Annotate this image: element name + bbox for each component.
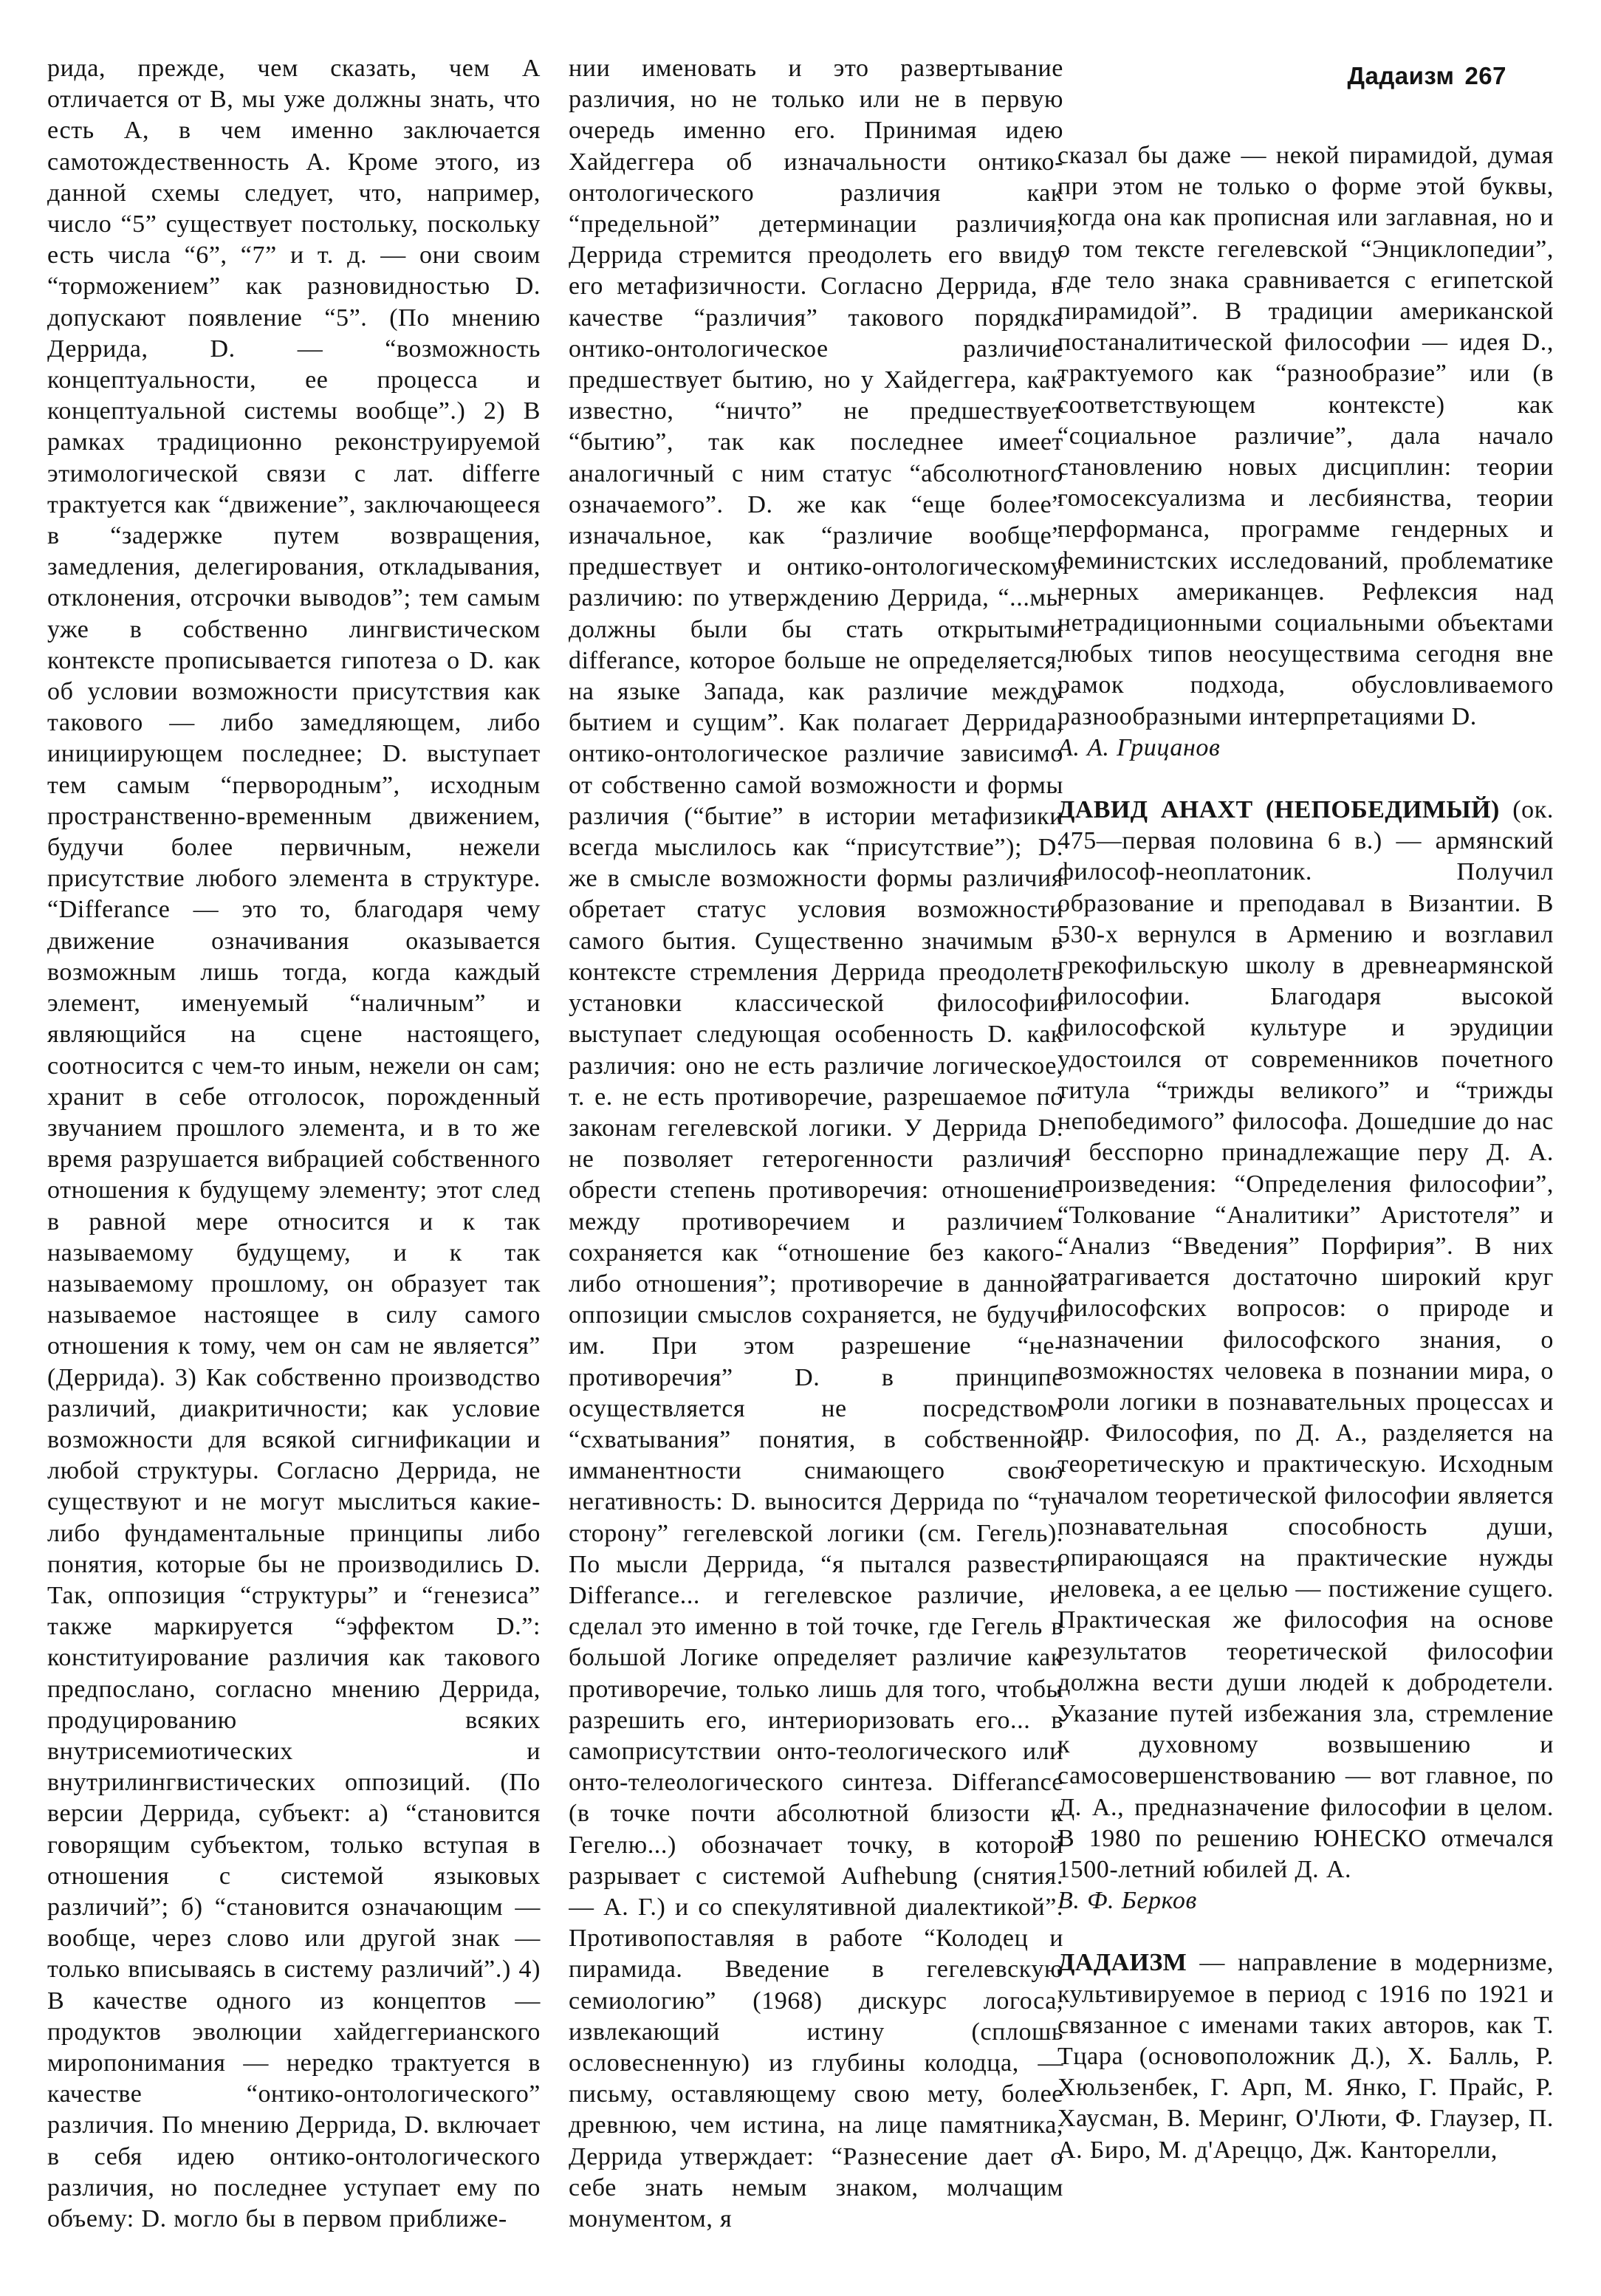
text-column-3 <box>1057 140 1554 2267</box>
entry-dada-title: ДАДАИЗМ <box>1057 1949 1187 1977</box>
page-number: 267 <box>1464 62 1506 89</box>
text-column-1 <box>47 53 541 2269</box>
running-header <box>1347 62 1506 90</box>
text-column-2 <box>569 53 1063 2269</box>
entry-dadaism <box>1057 1947 1554 2165</box>
entry-david-body: (ок. 475—первая половина 6 в.) — армянский философ-неоплатоник. Получил образование и преподавал в Византии. В 530-х вернулся в Армению и возглавил грекофильскую школу в древнеармянской философии. Благодаря высокой философской культуре и эрудиции удостоился от современников почетного титула “трижды великого” и “трижды непобедимого” философа. Дошедшие до нас и бесспорно принадлежащие перу Д. А. произведения: “Определения философии”, “Толкование “Аналитики” Аристотеля” и “Анализ “Введения” Порфирия”. В них затрагивается достаточно широкий круг философских вопросов: о природе и назначении философского знания, о возможностях человека в познании мира, о роли логики в познавательных процессах и др. Философия, по Д. А., разделяется на теоретическую и практическую. Исходным началом теоретической философии является познавательная способность души, опирающаяся на практические нужды человека, а ее целью — постижение сущего. Практическая же философия на основе результатов теоретической философии должна вести души людей к добродетели. Указание путей избежания зла, стремление к духовному возвышению и самосовершенствованию — вот главное, по Д. А., предназначение философии в целом. В 1980 по решению ЮНЕСКО отмечался 1500-летний юбилей Д. А. <box>1057 796 1554 1883</box>
running-head-title: Дадаизм <box>1347 62 1455 89</box>
entry-dada-body: — направление в модернизме, культивируемое в период с 1916 по 1921 и связанное с именами таких авторов, как Т. Тцара (основоположник Д.), Х. Балль, Р. Хюльзенбек, Г. Арп, М. Янко, Г. Прайс, Р. Хаусман, В. Меринг, О'Люти, Ф. Глаузер, П. А. Биро, М. д'Ареццо, Дж. Канторелли, <box>1057 1949 1554 2164</box>
author-signature-berkov: В. Ф. Берков <box>1057 1887 1197 1915</box>
column-2-text: нии именовать и это развертывание различия, но не только или не в первую очередь именно его. Принимая идею Хайдеггера об изначальности онтико-онтологического различия как “предельной” детерминации различия, Деррида стремится преодолеть его ввиду его метафизичности. Согласно Деррида, в качестве “различия” такового порядка онтико-онтологическое различие предшествует бытию, но у Хайдеггера, как известно, “ничто” не предшествует “бытию”, так как последнее имеет аналогичный с ним статус “абсолютного означаемого”. D. же как “еще более” изначальное, как “различие вообще” предшествует и онтико-онтологическому различию: по утверждению Деррида, “...мы должны были бы стать открытыми differance, которое больше не определяется, на языке Запада, как различие между бытием и сущим”. Как полагает Деррида, онтико-онтологическое различие зависимо от собственно самой возможности и формы различия (“бытие” в истории метафизики всегда мыслилось как “присутствие”); D. же в смысле возможности формы различия обретает статус условия возможности самого бытия. Существенно значимым в контексте стремления Деррида преодолеть установки классической философии выступает следующая особенность D. как различия: оно не есть различие логическое, т. е. не есть противоречие, разрешаемое по законам гегелевской логики. У Деррида D. не позволяет гетерогенности различия обрести степень противоречия: отношение между противоречием и различием сохраняется как “отношение без какого-либо отношения”; противоречие в данной оппозиции смыслов сохраняется, не будучи им. При этом разрешение “не-противоречия” D. в принципе осуществляется не посредством “схватывания” понятия, в собственной имманентности снимающего свою негативность: D. выносится Деррида по “ту сторону” гегелевской логики (см. Гегель). По мысли Деррида, “я пытался развести Differance... и гегелевское различие, и сделал это именно в той точке, где Гегель в большой Логике определяет различие как противоречие, только лишь для того, чтобы разрешить его, интериоризовать его... в самоприсутствии онто-теологического или онто-телеологического синтеза. Differance (в точке почти абсолютной близости к Гегелю...) обозначает точку, в которой разрывает с системой Aufhebung (снятия. — А. Г.) и со спекулятивной диалектикой”. Противопоставляя в работе “Колодец и пирамида. Введение в гегелевскую семиологию” (1968) дискурс логоса, извлекающий истину (сплошь ословесненную) из глубины колодца, — письму, оставляющему свою мету, более древнюю, чем истина, на лице памятника, Деррида утверждает: “Разнесение дает о себе знать немым знаком, молчащим монументом, я <box>569 55 1063 2233</box>
entry-david-title: ДАВИД АНАХТ (НЕПОБЕДИМЫЙ) <box>1057 796 1500 824</box>
column-1-text: рида, прежде, чем сказать, чем А отличается от В, мы уже должны знать, что есть А, в чем именно заключается самотождественность А. Кроме этого, из данной схемы следует, что, например, число “5” существует постольку, поскольку есть числа “6”, “7” и т. д. — они своим “торможением” как разновидностью D. допускают появление “5”. (По мнению Деррида, D. — “возможность концептуальности, ее процесса и концептуальной системы вообще”.) 2) В рамках традиционно реконструируемой этимологической связи с лат. differre трактуется как “движение”, заключающееся в “задержке путем возвращения, замедления, делегирования, откладывания, отклонения, отсрочки выводов”; тем самым уже в собственно лингвистическом контексте прописывается гипотеза о D. как об условии возможности присутствия как такового — либо замедляющем, либо инициирующем последнее; D. выступает тем самым “первородным”, исходным пространственно-временным движением, будучи более первичным, нежели присутствие любого элемента в структуре. “Differance — это то, благодаря чему движение означивания оказывается возможным лишь тогда, когда каждый элемент, именуемый “наличным” и являющийся на сцене настоящего, соотносится с чем-то иным, нежели он сам; хранит в себе отголосок, порожденный звучанием прошлого элемента, и в то же время разрушается вибрацией собственного отношения к будущему элементу; этот след в равной мере относится и к так называемому будущему, и к так называемому прошлому, он образует так называемое настоящее в силу самого отношения к тому, чем он сам не является” (Деррида). 3) Как собственно производство различий, диакритичности; как условие возможности для всякой сигнификации и любой структуры. Согласно Деррида, не существуют и не могут мыслиться какие-либо фундаментальные принципы либо понятия, которые бы не производились D. Так, оппозиция “структуры” и “генезиса” также маркируется “эффектом D.”: конституирование различия как такового предпослано, согласно мнению Деррида, продуцированию всяких внутрисемиотических и внутрилингвистических оппозиций. (По версии Деррида, субъект: а) “становится говорящим субъектом, только вступая в отношения с системой языковых различий”; б) “становится означающим — вообще, через слово или другой знак — только вписываясь в систему различий”.) 4) В качестве одного из концептов — продуктов эволюции хайдеггерианского миропонимания — нередко трактуется в качестве “онтико-онтологического” различия. По мнению Деррида, D. включает в себя идею онтико-онтологического различия, но последнее уступает ему по объему: D. могло бы в первом приближе- <box>47 55 541 2233</box>
author-signature-griтsanov: А. А. Грицанов <box>1057 733 1221 761</box>
entry-david-anakht <box>1057 795 1554 1885</box>
column-3-continuation-text: сказал бы даже — некой пирамидой, думая при этом не только о форме этой буквы, когда она как прописная или заглавная, но и о том тексте гегелевской “Энциклопедии”, где тело знака сравнивается с египетской пирамидой”. В традиции американской постаналитической философии — идея D., трактуемого как “разнообразие” или (в соответствующем контексте) как “социальное различие”, дала начало становлению новых дисциплин: теории гомосексуализма и лесбиянства, теории перформанса, программе гендерных и феминистских исследований, проблематике черных американцев. Рефлексия над нетрадиционными социальными объектами любых типов неосуществима сегодня вне рамок подхода, обусловливаемого разнообразными интерпретациями D. <box>1057 142 1554 730</box>
